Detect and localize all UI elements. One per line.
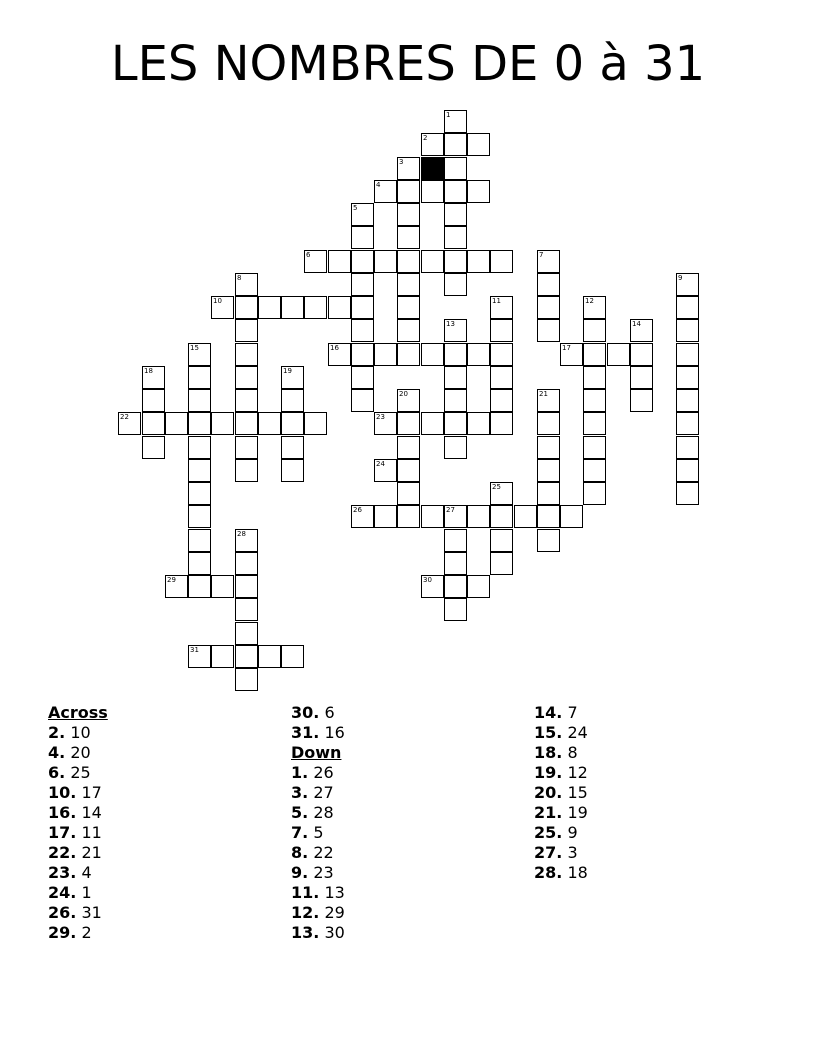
clue-answer: 19 [567,803,588,822]
grid-cell[interactable] [490,366,513,389]
clue-number: 30. [291,703,320,722]
clue-answer: 28 [313,803,334,822]
cell-number: 2 [423,134,428,142]
grid-cell[interactable] [444,412,467,435]
grid-cell[interactable] [560,505,583,528]
grid-cell[interactable] [467,412,490,435]
clue-answer: 23 [313,863,334,882]
cell-number: 30 [423,576,432,584]
clue-item [291,723,345,743]
grid-cell[interactable] [421,575,444,598]
grid-cell[interactable] [421,343,444,366]
grid-cell[interactable] [351,250,374,273]
clue-item [534,723,588,743]
grid-cell[interactable] [188,482,211,505]
clues-column-3 [534,703,588,883]
cell-number: 7 [539,251,544,259]
clue-number: 14. [534,703,563,722]
clue-item [48,763,108,783]
clue-item [48,923,108,943]
grid-cell[interactable] [397,180,420,203]
grid-cell[interactable] [235,668,258,691]
grid-cell[interactable] [676,389,699,412]
clue-answer: 21 [81,843,102,862]
clue-number: 4. [48,743,66,762]
clue-item [534,743,588,763]
grid-cell[interactable] [676,482,699,505]
grid-cell[interactable] [444,505,467,528]
clue-answer: 26 [313,763,334,782]
clue-answer: 2 [81,923,92,942]
grid-cell[interactable] [235,319,258,342]
grid-cell[interactable] [328,343,351,366]
clue-item [291,763,345,783]
grid-cell[interactable] [374,343,397,366]
grid-cell[interactable] [444,343,467,366]
grid-cell[interactable] [444,250,467,273]
grid-cell[interactable] [188,575,211,598]
grid-cell[interactable] [583,366,606,389]
grid-cell[interactable] [304,296,327,319]
grid-cell[interactable] [444,389,467,412]
clue-number: 25. [534,823,563,842]
clue-answer: 22 [313,843,334,862]
grid-cell[interactable] [281,296,304,319]
grid-cell[interactable] [676,319,699,342]
clue-item [48,883,108,903]
cell-number: 28 [237,530,246,538]
grid-cell[interactable] [444,436,467,459]
clue-item [48,903,108,923]
cell-number: 10 [213,297,222,305]
grid-cell[interactable] [490,552,513,575]
clue-answer: 13 [324,883,345,902]
clue-item [534,703,588,723]
grid-cell[interactable] [537,482,560,505]
grid-cell[interactable] [258,645,281,668]
grid-cell[interactable] [630,319,653,342]
clue-answer: 6 [324,703,335,722]
grid-cell[interactable] [235,459,258,482]
clue-item [48,823,108,843]
cell-number: 21 [539,390,548,398]
cell-number: 31 [190,646,199,654]
clue-item [291,803,345,823]
grid-cell[interactable] [351,505,374,528]
clue-number: 21. [534,803,563,822]
grid-cell[interactable] [211,412,234,435]
grid-cell[interactable] [397,482,420,505]
clue-number: 23. [48,863,77,882]
clue-answer: 3 [567,843,578,862]
clue-item [291,923,345,943]
grid-cell[interactable] [142,366,165,389]
clue-item [291,783,345,803]
clue-number: 15. [534,723,563,742]
grid-cell[interactable] [630,366,653,389]
grid-cell[interactable] [351,343,374,366]
cell-number: 19 [283,367,292,375]
grid-cell[interactable] [467,505,490,528]
grid-cell[interactable] [142,389,165,412]
clue-item [48,743,108,763]
grid-cell[interactable] [258,296,281,319]
clue-number: 17. [48,823,77,842]
grid-cell[interactable] [537,319,560,342]
grid-cell[interactable] [676,343,699,366]
grid-cell[interactable] [421,250,444,273]
grid-cell[interactable] [397,436,420,459]
cell-number: 6 [306,251,311,259]
grid-cell[interactable] [235,296,258,319]
grid-cell[interactable] [188,366,211,389]
grid-cell[interactable] [397,226,420,249]
cell-number: 27 [446,506,455,514]
grid-cell[interactable] [467,575,490,598]
grid-cell[interactable] [490,482,513,505]
grid-cell[interactable] [676,436,699,459]
grid-cell[interactable] [374,250,397,273]
grid-cell[interactable] [188,436,211,459]
clue-number: 19. [534,763,563,782]
grid-cell[interactable] [583,319,606,342]
clue-answer: 31 [81,903,102,922]
grid-cell[interactable] [676,412,699,435]
grid-cell[interactable] [444,366,467,389]
grid-cell[interactable] [188,552,211,575]
grid-cell[interactable] [235,622,258,645]
cell-number: 8 [237,274,242,282]
grid-cell[interactable] [676,296,699,319]
grid-cell[interactable] [374,180,397,203]
grid-cell[interactable] [281,412,304,435]
grid-cell[interactable] [444,133,467,156]
grid-cell[interactable] [142,412,165,435]
grid-cell[interactable] [397,203,420,226]
grid-cell[interactable] [444,203,467,226]
grid-cell[interactable] [676,459,699,482]
grid-cell[interactable] [467,180,490,203]
grid-cell[interactable] [351,366,374,389]
grid-cell[interactable] [583,389,606,412]
grid-cell[interactable] [281,645,304,668]
cell-number: 3 [399,158,404,166]
clue-item [48,803,108,823]
grid-cell[interactable] [165,575,188,598]
grid-cell[interactable] [351,296,374,319]
grid-cell[interactable] [235,598,258,621]
grid-cell[interactable] [165,412,188,435]
black-cell [421,157,444,180]
clue-item [48,863,108,883]
clue-answer: 10 [70,723,91,742]
clue-item [48,783,108,803]
clue-answer: 9 [567,823,578,842]
clue-number: 29. [48,923,77,942]
clue-number: 2. [48,723,66,742]
grid-cell[interactable] [397,157,420,180]
cell-number: 15 [190,344,199,352]
cell-number: 24 [376,460,385,468]
cell-number: 13 [446,320,455,328]
grid-cell[interactable] [537,436,560,459]
cell-number: 1 [446,111,451,119]
clue-item [534,863,588,883]
grid-cell[interactable] [258,412,281,435]
clue-answer: 5 [313,823,324,842]
grid-cell[interactable] [118,412,141,435]
grid-cell[interactable] [397,273,420,296]
grid-cell[interactable] [537,412,560,435]
grid-cell[interactable] [490,389,513,412]
grid-cell[interactable] [583,296,606,319]
clue-number: 12. [291,903,320,922]
clues-column-1 [48,703,108,943]
clue-number: 31. [291,723,320,742]
clue-item [291,883,345,903]
clue-item [534,823,588,843]
grid-cell[interactable] [630,343,653,366]
grid-cell[interactable] [188,645,211,668]
clues-column-2 [291,703,345,943]
grid-cell[interactable] [444,575,467,598]
grid-cell[interactable] [537,296,560,319]
clue-number: 7. [291,823,309,842]
grid-cell[interactable] [676,273,699,296]
grid-cell[interactable] [421,505,444,528]
clue-item [291,863,345,883]
clue-answer: 25 [70,763,91,782]
clue-answer: 8 [567,743,578,762]
grid-cell[interactable] [211,296,234,319]
clue-number: 10. [48,783,77,802]
clue-number: 1. [291,763,309,782]
grid-cell[interactable] [444,529,467,552]
grid-cell[interactable] [235,389,258,412]
cell-number: 14 [632,320,641,328]
grid-cell[interactable] [537,505,560,528]
grid-cell[interactable] [630,389,653,412]
grid-cell[interactable] [235,343,258,366]
cell-number: 25 [492,483,501,491]
clue-item [291,903,345,923]
clue-answer: 1 [81,883,92,902]
grid-cell[interactable] [235,529,258,552]
clue-item [291,703,345,723]
grid-cell[interactable] [281,389,304,412]
grid-cell[interactable] [421,412,444,435]
clue-number: 18. [534,743,563,762]
clue-number: 11. [291,883,320,902]
clue-answer: 18 [567,863,588,882]
grid-cell[interactable] [560,343,583,366]
cell-number: 12 [585,297,594,305]
cell-number: 11 [492,297,501,305]
grid-cell[interactable] [490,505,513,528]
grid-cell[interactable] [188,459,211,482]
grid-cell[interactable] [235,552,258,575]
grid-cell[interactable] [211,575,234,598]
grid-cell[interactable] [537,273,560,296]
grid-cell[interactable] [444,598,467,621]
grid-cell[interactable] [374,412,397,435]
grid-cell[interactable] [351,319,374,342]
cell-number: 16 [330,344,339,352]
grid-cell[interactable] [281,459,304,482]
clue-answer: 27 [313,783,334,802]
grid-cell[interactable] [537,529,560,552]
grid-cell[interactable] [188,389,211,412]
grid-cell[interactable] [188,412,211,435]
clue-item [534,843,588,863]
clue-answer: 4 [81,863,92,882]
cell-number: 29 [167,576,176,584]
grid-cell[interactable] [444,157,467,180]
cell-number: 4 [376,181,381,189]
grid-cell[interactable] [490,250,513,273]
clue-item [291,823,345,843]
clue-item [534,763,588,783]
grid-cell[interactable] [235,575,258,598]
cell-number: 23 [376,413,385,421]
grid-cell[interactable] [235,273,258,296]
clue-answer: 24 [567,723,588,742]
grid-cell[interactable] [583,412,606,435]
clue-item [534,783,588,803]
clue-number: 20. [534,783,563,802]
grid-cell[interactable] [304,412,327,435]
grid-cell[interactable] [421,180,444,203]
page-title: LES NOMBRES DE 0 à 31 [110,36,706,92]
across-heading: Across [48,703,108,722]
grid-cell[interactable] [235,412,258,435]
clue-answer: 15 [567,783,588,802]
grid-cell[interactable] [397,459,420,482]
grid-cell[interactable] [467,250,490,273]
grid-cell[interactable] [235,436,258,459]
grid-cell[interactable] [490,529,513,552]
grid-cell[interactable] [607,343,630,366]
grid-cell[interactable] [142,436,165,459]
grid-cell[interactable] [188,529,211,552]
grid-cell[interactable] [351,226,374,249]
clue-number: 24. [48,883,77,902]
clue-item [291,843,345,863]
clue-number: 8. [291,843,309,862]
grid-cell[interactable] [514,505,537,528]
grid-cell[interactable] [444,273,467,296]
clue-number: 22. [48,843,77,862]
grid-cell[interactable] [397,343,420,366]
grid-cell[interactable] [397,296,420,319]
cell-number: 17 [562,344,571,352]
clue-answer: 7 [567,703,578,722]
clue-item [48,843,108,863]
grid-cell[interactable] [444,180,467,203]
grid-cell[interactable] [211,645,234,668]
grid-cell[interactable] [583,459,606,482]
grid-cell[interactable] [397,250,420,273]
clue-item [48,723,108,743]
clue-number: 13. [291,923,320,942]
grid-cell[interactable] [583,482,606,505]
clue-number: 27. [534,843,563,862]
grid-cell[interactable] [444,319,467,342]
grid-cell[interactable] [444,226,467,249]
grid-cell[interactable] [188,343,211,366]
grid-cell[interactable] [374,459,397,482]
grid-cell[interactable] [351,389,374,412]
grid-cell[interactable] [676,366,699,389]
clue-number: 28. [534,863,563,882]
grid-cell[interactable] [583,343,606,366]
grid-cell[interactable] [537,389,560,412]
clue-number: 6. [48,763,66,782]
grid-cell[interactable] [583,436,606,459]
cell-number: 26 [353,506,362,514]
grid-cell[interactable] [397,412,420,435]
grid-cell[interactable] [328,250,351,273]
grid-cell[interactable] [490,343,513,366]
grid-cell[interactable] [444,552,467,575]
grid-cell[interactable] [235,366,258,389]
grid-cell[interactable] [374,505,397,528]
grid-cell[interactable] [490,412,513,435]
grid-cell[interactable] [444,110,467,133]
cell-number: 9 [678,274,683,282]
grid-cell[interactable] [304,250,327,273]
clue-answer: 12 [567,763,588,782]
grid-cell[interactable] [328,296,351,319]
grid-cell[interactable] [467,133,490,156]
clue-item [534,803,588,823]
cell-number: 20 [399,390,408,398]
clue-answer: 20 [70,743,91,762]
clue-answer: 16 [324,723,345,742]
grid-cell[interactable] [235,645,258,668]
grid-cell[interactable] [397,505,420,528]
grid-cell[interactable] [281,366,304,389]
grid-cell[interactable] [281,436,304,459]
grid-cell[interactable] [188,505,211,528]
grid-cell[interactable] [397,389,420,412]
clue-number: 26. [48,903,77,922]
grid-cell[interactable] [467,343,490,366]
grid-cell[interactable] [537,459,560,482]
grid-cell[interactable] [421,133,444,156]
grid-cell[interactable] [490,296,513,319]
cell-number: 22 [120,413,129,421]
clue-answer: 17 [81,783,102,802]
grid-cell[interactable] [351,203,374,226]
clue-number: 3. [291,783,309,802]
cell-number: 18 [144,367,153,375]
grid-cell[interactable] [397,319,420,342]
clue-answer: 14 [81,803,102,822]
clue-answer: 30 [324,923,345,942]
clue-number: 16. [48,803,77,822]
down-heading: Down [291,743,342,762]
grid-cell[interactable] [351,273,374,296]
grid-cell[interactable] [490,319,513,342]
cell-number: 5 [353,204,358,212]
clue-answer: 11 [81,823,102,842]
clue-number: 5. [291,803,309,822]
clue-answer: 29 [324,903,345,922]
grid-cell[interactable] [537,250,560,273]
clue-number: 9. [291,863,309,882]
